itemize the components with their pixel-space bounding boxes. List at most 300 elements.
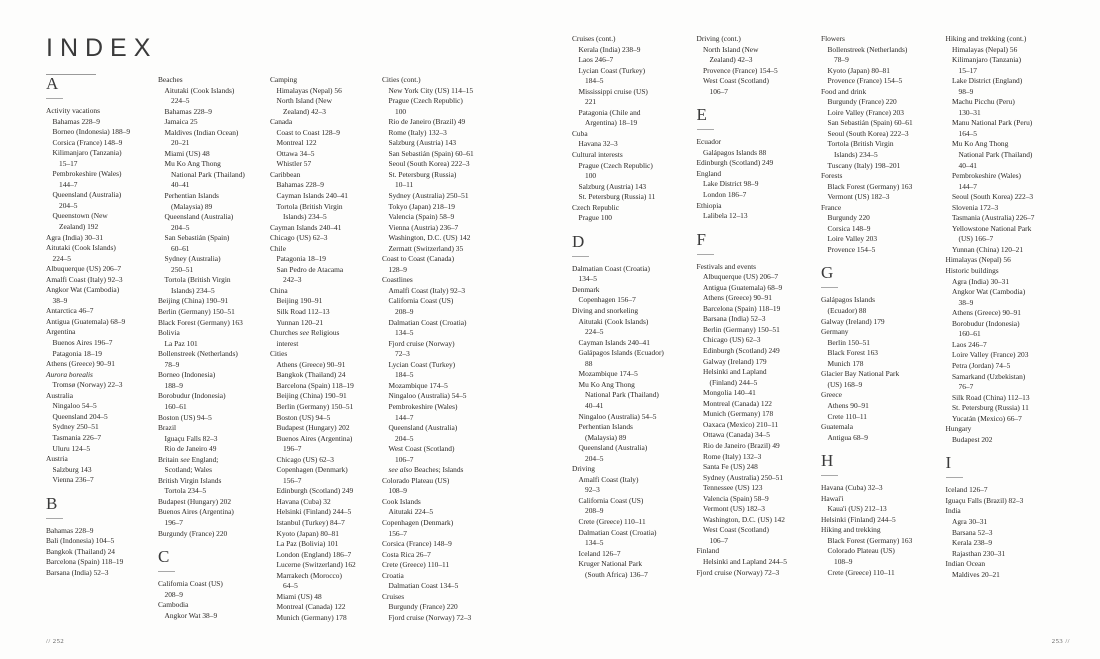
index-entry: 204–5 bbox=[171, 222, 190, 232]
index-entry: 196–7 bbox=[283, 444, 302, 454]
index-entry: Iceland 126–7 bbox=[945, 485, 988, 495]
index-entry: Himalayas (Nepal) 56 bbox=[952, 44, 1018, 54]
index-entry: Rome (Italy) 132–3 bbox=[388, 127, 447, 137]
index-entry: Festivals and events bbox=[696, 261, 757, 271]
index-entry: Bangkok (Thailand) 24 bbox=[276, 370, 346, 380]
index-entry: Colorado Plateau (US) bbox=[827, 546, 895, 556]
index-entry: Queensland (Australia) bbox=[164, 212, 234, 222]
index-entry: 144–7 bbox=[59, 179, 78, 189]
index-entry: Crete (Greece) 110–11 bbox=[827, 567, 895, 577]
cross-ref-italic: see bbox=[180, 454, 190, 464]
index-entry: Angkor Wat 38–9 bbox=[164, 610, 218, 620]
index-entry: Provence (France) 154–5 bbox=[703, 65, 778, 75]
index-entry: 92–3 bbox=[585, 485, 600, 495]
index-entry: Islands) 234–5 bbox=[171, 285, 215, 295]
index-entry: Colorado Plateau (US) bbox=[382, 475, 450, 485]
index-entry: Costa Rica 26–7 bbox=[382, 549, 431, 559]
letter-block bbox=[821, 264, 938, 443]
index-entry: Galápagos Islands bbox=[821, 295, 875, 305]
index-entry: Rajasthan 230–31 bbox=[952, 548, 1006, 558]
page-title-area bbox=[46, 36, 536, 75]
index-entry: Ecuador bbox=[696, 137, 722, 147]
index-entry: Driving (cont.) bbox=[696, 34, 741, 43]
index-entry: 224–5 bbox=[171, 96, 190, 106]
index-entry: 160–61 bbox=[958, 329, 981, 339]
index-entry: Valencia (Spain) 58–9 bbox=[388, 212, 455, 222]
index-entry: see also Beaches; Islands bbox=[388, 465, 464, 475]
index-entry: Lycian Coast (Turkey) bbox=[578, 65, 646, 75]
letter-divider bbox=[821, 287, 838, 288]
index-entry: Crete (Greece) 110–11 bbox=[578, 516, 646, 526]
index-entry: Buenos Aires (Argentina) bbox=[158, 507, 234, 517]
index-entry: New York City (US) 114–15 bbox=[388, 85, 474, 95]
index-entry: Churches see Religious bbox=[270, 328, 340, 338]
index-entry: Washington, D.C. (US) 142 bbox=[388, 233, 471, 243]
index-entry: Bahamas 228–9 bbox=[46, 525, 94, 535]
index-entry: Washington, D.C. (US) 142 bbox=[703, 514, 785, 524]
index-entry: Bollenstreek (Netherlands) bbox=[158, 349, 238, 359]
index-entry: 204–5 bbox=[59, 200, 78, 210]
index-entry: Sydney (Australia) 250–51 bbox=[388, 191, 469, 201]
index-entry: Buenos Aires (Argentina) bbox=[276, 433, 353, 443]
index-entry: Barcelona (Spain) 118–19 bbox=[276, 380, 354, 390]
index-entry: St. Petersburg (Russia) bbox=[388, 169, 457, 179]
index-entry: Munich 178 bbox=[827, 358, 864, 368]
letter-block bbox=[158, 548, 263, 621]
index-entry: Borneo (Indonesia) bbox=[158, 370, 216, 380]
index-entry: Copenhagen 156–7 bbox=[578, 295, 636, 305]
index-entry: 98–9 bbox=[958, 86, 974, 96]
index-entry: Guatemala bbox=[821, 422, 854, 432]
index-entry: Amalfi Coast (Italy) 92–3 bbox=[46, 274, 123, 284]
index-entry: 188–9 bbox=[164, 380, 183, 390]
index-entry: Lalibela 12–13 bbox=[703, 211, 748, 221]
index-entry: 184–5 bbox=[585, 76, 604, 86]
index-entry: Iguaçu Falls (Brazil) 82–3 bbox=[945, 495, 1024, 505]
index-entry: Argentina bbox=[46, 327, 76, 337]
index-entry: Black Forest (Germany) 163 bbox=[827, 181, 913, 191]
index-entry: Sydney (Australia) bbox=[164, 254, 221, 264]
index-entry: Coastlines bbox=[382, 275, 413, 285]
index-entry: Helsinki (Finland) 244–5 bbox=[821, 514, 896, 524]
index-entry: Berlin 150–51 bbox=[827, 337, 870, 347]
index-entry: 134–5 bbox=[578, 274, 597, 284]
index-entry: 88 bbox=[585, 358, 593, 368]
index-entry: Fjord cruise (Norway) 72–3 bbox=[388, 612, 472, 622]
index-entry: Perhentian Islands bbox=[164, 191, 219, 201]
index-entry: 100 bbox=[585, 171, 597, 181]
index-entry: 40–41 bbox=[171, 180, 190, 190]
index-entry: 108–9 bbox=[834, 556, 853, 566]
index-entry: Seoul (South Korea) 222–3 bbox=[388, 159, 470, 169]
index-entry: Cambodia bbox=[158, 600, 189, 610]
index-entry: Munich (Germany) 178 bbox=[276, 612, 347, 622]
index-entry: Vienna (Austria) 236–7 bbox=[388, 222, 459, 232]
index-entry: 208–9 bbox=[585, 506, 604, 516]
index-entry: Kyoto (Japan) 80–81 bbox=[827, 65, 890, 75]
footer-left: // 252 bbox=[46, 638, 65, 645]
index-entry: Vermont (US) 182–3 bbox=[827, 192, 890, 202]
index-entry: Tasmania (Australia) 226–7 bbox=[952, 213, 1035, 223]
index-entry: Finland bbox=[696, 546, 720, 556]
index-entry: Albuquerque (US) 206–7 bbox=[46, 264, 122, 274]
index-entry: Boston (US) 94–5 bbox=[158, 412, 212, 422]
index-entry: Barcelona (Spain) 118–19 bbox=[703, 303, 781, 313]
index-entry: Antarctica 46–7 bbox=[46, 306, 94, 316]
index-entry: Beijing (China) 190–91 bbox=[276, 391, 347, 401]
index-entry: London 186–7 bbox=[703, 190, 747, 200]
cross-ref-italic: see also bbox=[388, 465, 413, 475]
index-entry: Chicago (US) 62–3 bbox=[276, 454, 334, 464]
index-entry: Antigua 68–9 bbox=[827, 432, 868, 442]
index-entry: 250–51 bbox=[171, 264, 194, 274]
index-entry: Zealand) 192 bbox=[59, 222, 99, 232]
index-entry: Burgundy 220 bbox=[827, 213, 870, 223]
index-entry: Salzburg (Austria) 143 bbox=[388, 138, 457, 148]
index-entry: Pembrokeshire (Wales) bbox=[952, 171, 1021, 181]
index-entry: Crete 110–11 bbox=[827, 411, 867, 421]
index-entry: Antigua (Guatemala) 68–9 bbox=[46, 316, 126, 326]
index-entry: Montreal (Canada) 122 bbox=[703, 398, 772, 408]
letter-block bbox=[697, 231, 814, 578]
index-entry: Silk Road (China) 112–13 bbox=[952, 392, 1030, 402]
index-entry: Beijing 190–91 bbox=[276, 296, 323, 306]
index-entry: Prague 100 bbox=[578, 213, 612, 223]
index-entry: Copenhagen (Denmark) bbox=[382, 517, 454, 527]
letter-block bbox=[382, 75, 487, 623]
index-entry bbox=[46, 370, 151, 381]
index-entry: British Virgin Islands bbox=[158, 475, 222, 485]
index-entry: Greece bbox=[821, 390, 842, 400]
index-entry: 10–11 bbox=[395, 180, 414, 190]
index-entry: Maldives (Indian Ocean) bbox=[164, 127, 239, 137]
index-entry: Kaua'i (US) 212–13 bbox=[827, 504, 887, 514]
index-entry: Burgundy (France) 220 bbox=[158, 528, 228, 538]
index-entry: Cruises (cont.) bbox=[572, 34, 616, 43]
index-entry: Galápagos Islands 88 bbox=[703, 147, 767, 157]
index-entry: Montreal 122 bbox=[276, 138, 317, 148]
letter-divider bbox=[158, 571, 175, 572]
index-entry: Valencia (Spain) 58–9 bbox=[703, 493, 769, 503]
index-entry: Dalmatian Coast 134–5 bbox=[388, 581, 459, 591]
index-entry: Burgundy (France) 220 bbox=[388, 602, 458, 612]
letter-divider bbox=[946, 477, 963, 478]
index-entry: London (England) 186–7 bbox=[276, 549, 352, 559]
index-entry: Brazil bbox=[158, 423, 177, 433]
index-entry: Bolivia bbox=[158, 328, 180, 338]
index-entry: Loire Valley (France) 203 bbox=[827, 107, 904, 117]
index-entry: Rio de Janeiro 49 bbox=[164, 444, 217, 454]
letter-divider bbox=[697, 129, 714, 130]
index-entry: 134–5 bbox=[395, 328, 414, 338]
index-entry: Athens 90–91 bbox=[827, 400, 869, 410]
index-entry: Munich (Germany) 178 bbox=[703, 409, 774, 419]
columns-right bbox=[572, 34, 1070, 580]
index-entry: 72–3 bbox=[395, 349, 410, 359]
index-entry: Coast to Coast 128–9 bbox=[276, 127, 340, 137]
index-entry: Antigua (Guatemala) 68–9 bbox=[703, 282, 783, 292]
index-entry: Denmark bbox=[572, 284, 600, 294]
index-entry: Amalfi Coast (Italy) 92–3 bbox=[388, 285, 466, 295]
index-entry: Montreal (Canada) 122 bbox=[276, 602, 346, 612]
index-entry: Historic buildings bbox=[945, 266, 999, 276]
index-entry: 60–61 bbox=[171, 243, 190, 253]
index-entry: Copenhagen (Denmark) bbox=[276, 465, 348, 475]
index-entry: San Sebastián (Spain) bbox=[164, 233, 230, 243]
letter-block bbox=[821, 452, 938, 578]
index-entry: Forests bbox=[821, 171, 843, 181]
letter-block bbox=[821, 34, 938, 255]
index-entry: 15–17 bbox=[59, 158, 78, 168]
index-entry: Helsinki (Finland) 244–5 bbox=[276, 507, 352, 517]
index-entry: Black Forest (Germany) 163 bbox=[827, 535, 913, 545]
index-entry: Tortola 234–5 bbox=[164, 486, 207, 496]
index-entry: Iceland 126–7 bbox=[578, 548, 621, 558]
index-entry: Galápagos Islands (Ecuador) bbox=[578, 348, 664, 358]
index-entry: Rio de Janeiro (Brazil) 49 bbox=[388, 117, 466, 127]
index-entry: West Coast (Scotland) bbox=[703, 76, 769, 86]
letter-divider bbox=[697, 254, 714, 255]
index-entry: Barsana 52–3 bbox=[952, 527, 993, 537]
index-entry: Havana (Cuba) 32 bbox=[276, 496, 331, 506]
index-entry: Hiking and trekking (cont.) bbox=[945, 34, 1027, 43]
letter-block bbox=[572, 34, 689, 224]
index-entry: San Sebastián (Spain) 60–61 bbox=[827, 118, 913, 128]
index-entry: 184–5 bbox=[395, 370, 414, 380]
index-entry: Tortola (British Virgin bbox=[164, 275, 231, 285]
index-entry: Agra (India) 30–31 bbox=[952, 276, 1010, 286]
index-entry: Crete (Greece) 110–11 bbox=[382, 560, 450, 570]
index-entry: Aitutaki (Cook Islands) bbox=[164, 85, 235, 95]
letter-heading-C: C bbox=[158, 547, 171, 567]
index-entry: Dalmatian Coast (Croatia) bbox=[572, 263, 650, 273]
index-entry: Caribbean bbox=[270, 169, 301, 179]
index-entry: National Park (Thailand) bbox=[958, 150, 1033, 160]
index-entry: Petra (Jordan) 74–5 bbox=[952, 360, 1011, 370]
index-entry: Edinburgh (Scotland) 249 bbox=[703, 346, 780, 356]
index-entry: Pembrokeshire (Wales) bbox=[388, 401, 458, 411]
index-entry: (Ecuador) 88 bbox=[827, 306, 867, 316]
index-entry: Hiking and trekking bbox=[821, 525, 881, 535]
letter-block bbox=[572, 233, 689, 580]
index-entry: Black Forest (Germany) 163 bbox=[158, 317, 243, 327]
index-entry: Glacier Bay National Park bbox=[821, 369, 900, 379]
index-entry: 144–7 bbox=[958, 181, 977, 191]
index-entry: Boston (US) 94–5 bbox=[276, 412, 331, 422]
index-entry: Patagonia 18–19 bbox=[276, 254, 326, 264]
index-entry: Tokyo (Japan) 218–19 bbox=[388, 201, 455, 211]
index-column-6 bbox=[697, 34, 822, 580]
index-entry: 164–5 bbox=[958, 128, 977, 138]
index-entry: Amalfi Coast (Italy) bbox=[578, 474, 639, 484]
index-entry: Britain see England; bbox=[158, 454, 219, 464]
index-entry: Athens (Greece) 90–91 bbox=[703, 293, 772, 303]
index-entry: Tortola (British Virgin bbox=[276, 201, 343, 211]
index-entry: Chicago (US) 62–3 bbox=[703, 335, 761, 345]
index-entry: Zealand) 42–3 bbox=[283, 106, 326, 116]
index-entry: 40–41 bbox=[958, 160, 977, 170]
index-entry: Bollenstreek (Netherlands) bbox=[827, 44, 908, 54]
index-entry: Diving and snorkeling bbox=[572, 306, 639, 316]
index-entry: Indian Ocean bbox=[945, 559, 986, 569]
index-column-8 bbox=[946, 34, 1071, 580]
index-entry: Sydney (Australia) 250–51 bbox=[703, 472, 784, 482]
index-entry: Australia bbox=[46, 390, 74, 400]
index-entry: 128–9 bbox=[388, 264, 407, 274]
letter-block bbox=[270, 75, 375, 623]
index-entry: Austria bbox=[46, 454, 68, 464]
letter-divider bbox=[572, 256, 589, 257]
index-entry: Cayman Islands 240–41 bbox=[270, 222, 342, 232]
letter-heading-F: F bbox=[696, 229, 707, 249]
index-entry: 106–7 bbox=[395, 454, 414, 464]
index-entry: Miami (US) 48 bbox=[276, 591, 322, 601]
index-entry: Corsica 148–9 bbox=[827, 223, 871, 233]
index-entry: Budapest 202 bbox=[952, 434, 993, 444]
index-entry: Miami (US) 48 bbox=[164, 148, 210, 158]
index-entry: National Park (Thailand) bbox=[585, 390, 659, 400]
index-entry: Cuba bbox=[572, 128, 588, 138]
index-entry: Activity vacations bbox=[46, 106, 100, 115]
letter-heading-E: E bbox=[696, 105, 708, 125]
index-entry: Barcelona (Spain) 118–19 bbox=[46, 557, 124, 567]
index-entry: Galway (Ireland) 179 bbox=[703, 356, 767, 366]
letter-block bbox=[46, 495, 151, 579]
index-entry: Athens (Greece) 90–91 bbox=[952, 308, 1021, 318]
index-entry: Chicago (US) 62–3 bbox=[270, 233, 328, 243]
letter-divider bbox=[46, 518, 63, 519]
index-entry: California Coast (US) bbox=[578, 495, 644, 505]
index-entry: Aitutaki (Cook Islands) bbox=[46, 243, 116, 253]
index-entry: Mozambique 174–5 bbox=[388, 380, 448, 390]
index-entry: Agra (India) 30–31 bbox=[46, 232, 104, 242]
index-entry: Marrakech (Morocco) bbox=[276, 570, 342, 580]
index-entry: Ottawa 34–5 bbox=[276, 148, 315, 158]
index-entry: Zermatt (Switzerland) 35 bbox=[388, 243, 464, 253]
index-entry: 130–31 bbox=[958, 107, 981, 117]
index-entry: 38–9 bbox=[958, 297, 974, 307]
index-column-4 bbox=[382, 75, 494, 623]
index-entry: Slovenia 172–3 bbox=[952, 202, 999, 212]
index-entry: Rome (Italy) 132–3 bbox=[703, 451, 762, 461]
entry-italic: Aurora borealis bbox=[46, 369, 93, 379]
index-entry: St. Petersburg (Russia) 11 bbox=[952, 403, 1029, 413]
index-entry: Tennessee (US) 123 bbox=[703, 483, 763, 493]
index-entry: Bahamas 228–9 bbox=[276, 180, 324, 190]
letter-block bbox=[158, 75, 263, 539]
index-entry: Borobudur (Indonesia) bbox=[952, 318, 1020, 328]
index-entry: India bbox=[945, 506, 961, 516]
index-entry: Aitutaki 224–5 bbox=[388, 507, 434, 517]
index-entry: Cities bbox=[270, 349, 288, 359]
index-entry: Dalmatian Coast (Croatia) bbox=[578, 527, 657, 537]
index-entry: West Coast (Scotland) bbox=[703, 525, 769, 535]
index-entry: 100 bbox=[395, 106, 407, 116]
index-entry: Provence (France) 154–5 bbox=[827, 76, 903, 86]
page-title: INDEX bbox=[46, 34, 158, 62]
index-entry: 76–7 bbox=[958, 382, 974, 392]
index-entry: 196–7 bbox=[164, 517, 183, 527]
letter-block bbox=[697, 106, 814, 221]
index-entry: Salzburg (Austria) 143 bbox=[578, 181, 647, 191]
index-entry: 78–9 bbox=[164, 359, 180, 369]
index-entry: Yunnan 120–21 bbox=[276, 317, 324, 327]
index-entry: China bbox=[270, 285, 288, 295]
index-entry: Zealand) 42–3 bbox=[709, 55, 753, 65]
index-entry: Canada bbox=[270, 117, 293, 127]
index-entry: La Paz (Bolivia) 101 bbox=[276, 539, 339, 549]
index-entry: 40–41 bbox=[585, 400, 604, 410]
index-column-3 bbox=[270, 75, 382, 623]
footer-right: 253 // bbox=[1051, 638, 1070, 645]
index-entry: California Coast (US) bbox=[388, 296, 454, 306]
index-entry: Provence 154–5 bbox=[827, 244, 876, 254]
index-entry: Croatia bbox=[382, 570, 404, 580]
index-entry: Mongolia 140–41 bbox=[703, 388, 756, 398]
index-entry: La Paz 101 bbox=[164, 338, 198, 348]
index-entry: Jamaica 25 bbox=[164, 117, 198, 127]
index-entry: 160–61 bbox=[164, 401, 187, 411]
index-entry: Scotland; Wales bbox=[164, 465, 213, 475]
index-entry: Germany bbox=[821, 327, 849, 337]
index-entry: Ottawa (Canada) 34–5 bbox=[703, 430, 770, 440]
index-entry: Silk Road 112–13 bbox=[276, 307, 330, 317]
index-column-2 bbox=[158, 75, 270, 623]
index-entry: Loire Valley 203 bbox=[827, 234, 878, 244]
index-column-1 bbox=[46, 75, 158, 623]
index-entry: (Malaysia) 89 bbox=[585, 432, 627, 442]
letter-block bbox=[946, 454, 1063, 580]
index-entry: Queensland (Australia) bbox=[388, 423, 458, 433]
index-entry: Berlin (Germany) 150–51 bbox=[276, 401, 354, 411]
index-entry: Cultural interests bbox=[572, 150, 623, 160]
index-entry: Ningaloo (Australia) 54–5 bbox=[388, 391, 467, 401]
index-entry: Yucatán (Mexico) 66–7 bbox=[952, 413, 1022, 423]
index-entry: 224–5 bbox=[585, 327, 604, 337]
index-entry: Lucerne (Switzerland) 162 bbox=[276, 560, 356, 570]
index-entry: Tortola (British Virgin bbox=[827, 139, 894, 149]
index-entry: West Coast (Scotland) bbox=[388, 444, 455, 454]
page-right bbox=[550, 0, 1100, 659]
index-entry: Lake District 98–9 bbox=[703, 179, 759, 189]
index-entry: Berlin (Germany) 150–51 bbox=[703, 324, 780, 334]
index-entry: Agra 30–31 bbox=[952, 516, 988, 526]
letter-heading-A: A bbox=[46, 74, 60, 93]
index-entry: Borobudur (Indonesia) bbox=[158, 391, 226, 401]
index-entry: Vienna 236–7 bbox=[52, 475, 94, 485]
index-entry: Tuscany (Italy) 198–201 bbox=[827, 160, 901, 170]
index-entry: Helsinki and Lapland 244–5 bbox=[703, 556, 787, 566]
index-entry: Czech Republic bbox=[572, 202, 619, 212]
index-entry: Perhentian Islands bbox=[578, 422, 633, 432]
index-entry: 156–7 bbox=[283, 475, 302, 485]
index-entry: Himalayas (Nepal) 56 bbox=[945, 255, 1011, 265]
index-entry: 64–5 bbox=[283, 581, 298, 591]
index-entry: Beijing (China) 190–91 bbox=[158, 296, 229, 306]
index-entry: Queenstown (New bbox=[52, 211, 108, 221]
index-entry: Cook Islands bbox=[382, 496, 421, 506]
index-entry: 204–5 bbox=[395, 433, 414, 443]
letter-divider bbox=[46, 98, 63, 99]
index-entry: North Island (New bbox=[703, 44, 759, 54]
index-entry: 108–9 bbox=[388, 486, 407, 496]
index-entry: North Island (New bbox=[276, 96, 332, 106]
index-entry: Samarkand (Uzbekistan) bbox=[952, 371, 1026, 381]
index-entry: Cayman Islands 240–41 bbox=[276, 191, 348, 201]
index-entry: Ethiopia bbox=[696, 200, 722, 210]
index-entry: France bbox=[821, 202, 842, 212]
index-entry: Prague (Czech Republic) bbox=[578, 160, 653, 170]
